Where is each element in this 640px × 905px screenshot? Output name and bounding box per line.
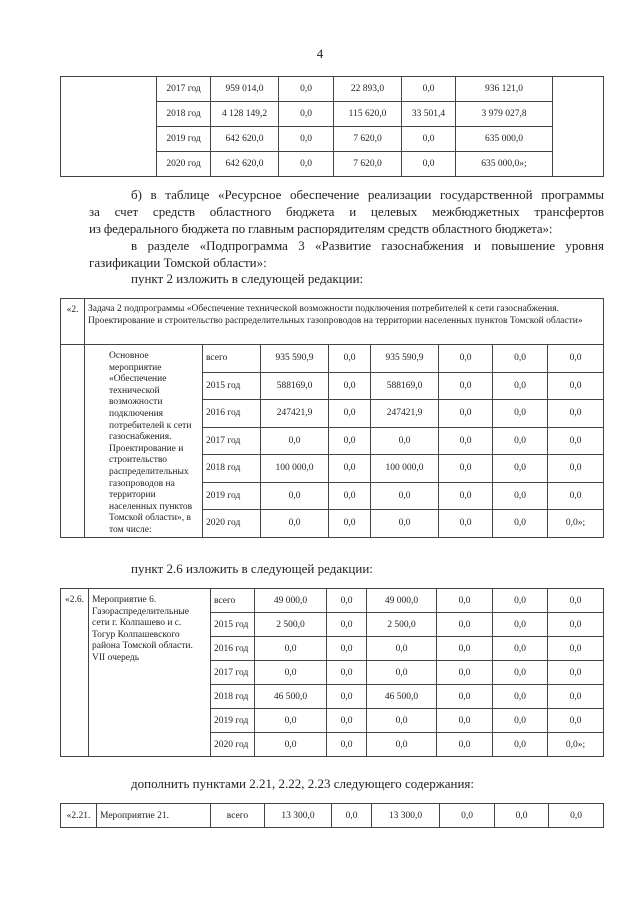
task-2-table	[60, 298, 604, 538]
table-cell: 588169,0	[261, 372, 329, 400]
table-cell: 0,0	[437, 613, 493, 637]
paragraph-add-items: дополнить пунктами 2.21, 2.22, 2.23 следующего содержания:	[131, 776, 475, 791]
table-cell: 2016 год	[211, 637, 255, 661]
table-cell: 0,0	[439, 427, 493, 455]
table-cell: 13 300,0	[372, 804, 440, 828]
table-cell: 0,0	[439, 510, 493, 538]
table-cell: 4 128 149,2	[211, 102, 279, 127]
table-cell: 49 000,0	[255, 589, 327, 613]
table-cell: 0,0	[367, 637, 437, 661]
table-cell: 0,0	[495, 804, 549, 828]
table-cell: 13 300,0	[265, 804, 332, 828]
table-cell: 0,0	[371, 482, 439, 510]
table-cell: 100 000,0	[261, 455, 329, 483]
table-cell: 0,0	[548, 400, 604, 428]
table-cell: 2017 год	[211, 661, 255, 685]
table-cell: 0,0»;	[548, 733, 604, 757]
table-cell: 0,0	[548, 685, 604, 709]
table-cell: 0,0	[439, 455, 493, 483]
table-cell: 0,0	[548, 613, 604, 637]
table-cell: 0,0	[548, 709, 604, 733]
table-cell: 0,0	[261, 482, 329, 510]
table-cell: 0,0	[329, 455, 371, 483]
empty-cell	[61, 77, 157, 177]
empty-cell	[553, 77, 604, 177]
table-cell: 2015 год	[211, 613, 255, 637]
table-cell: 7 620,0	[334, 152, 402, 177]
table-cell: 0,0	[327, 733, 367, 757]
table-cell: 935 590,9	[261, 345, 329, 373]
table-cell: 2 500,0	[255, 613, 327, 637]
table-cell: 2015 год	[203, 372, 261, 400]
table-row	[61, 77, 604, 102]
table-cell: 0,0	[255, 637, 327, 661]
table-cell: 33 501,4	[402, 102, 456, 127]
table-cell: 100 000,0	[371, 455, 439, 483]
table-row	[61, 589, 604, 613]
table-cell: 46 500,0	[255, 685, 327, 709]
table-cell: 0,0	[548, 427, 604, 455]
table-cell: 0,0	[255, 709, 327, 733]
table-cell: 0,0	[548, 482, 604, 510]
table-cell: 0,0	[329, 400, 371, 428]
table-cell: 2018 год	[203, 455, 261, 483]
table-cell: 46 500,0	[367, 685, 437, 709]
table-cell: всего	[203, 345, 261, 373]
table-cell: всего	[211, 804, 265, 828]
paragraph-b-line-1: б) в таблице «Ресурсное обеспечение реализации государственной программы	[131, 187, 604, 202]
table-row	[61, 345, 604, 373]
table-cell: 0,0	[255, 661, 327, 685]
table-cell: 0,0	[439, 345, 493, 373]
table-cell: 0,0	[402, 127, 456, 152]
table-cell: 22 893,0	[334, 77, 402, 102]
table-cell: 2017 год	[203, 427, 261, 455]
paragraph-item-2-6: пункт 2.6 изложить в следующей редакции:	[131, 561, 373, 576]
table-cell: 0,0	[329, 510, 371, 538]
activity-2-6-table	[60, 588, 604, 757]
table-cell: 0,0	[261, 510, 329, 538]
table-cell: 642 620,0	[211, 127, 279, 152]
table-cell: 0,0	[327, 709, 367, 733]
table-cell: 0,0»;	[548, 510, 604, 538]
table-cell: 0,0	[493, 372, 548, 400]
activity-2-6-number: «2.6.	[61, 589, 89, 757]
table-cell: 247421,9	[371, 400, 439, 428]
table-cell: 7 620,0	[334, 127, 402, 152]
table-cell: 2017 год	[157, 77, 211, 102]
table-cell: 2018 год	[211, 685, 255, 709]
table-cell: 635 000,0»;	[456, 152, 553, 177]
table-cell: 0,0	[329, 372, 371, 400]
table-cell: 0,0	[327, 613, 367, 637]
activity-2-21-title: Мероприятие 21.	[97, 804, 211, 828]
table-cell: 0,0	[437, 709, 493, 733]
table-cell: 0,0	[493, 510, 548, 538]
paragraph-b-line-3: из федерального бюджета по главным распорядителям средств областного бюджета»:	[89, 221, 553, 236]
table-cell: 2019 год	[203, 482, 261, 510]
table-cell: 2016 год	[203, 400, 261, 428]
paragraph-section-line-1: в разделе «Подпрограмма 3 «Развитие газоснабжения и повышение уровня	[131, 238, 604, 253]
table-cell: 0,0	[329, 427, 371, 455]
table-cell: всего	[211, 589, 255, 613]
table-cell: 0,0	[548, 661, 604, 685]
table-cell: 0,0	[493, 455, 548, 483]
table-cell: 0,0	[279, 152, 334, 177]
table-cell: 3 979 027,8	[456, 102, 553, 127]
table-cell: 936 121,0	[456, 77, 553, 102]
table-cell: 0,0	[327, 685, 367, 709]
table-cell: 0,0	[493, 482, 548, 510]
table-cell: 0,0	[332, 804, 372, 828]
table-cell: 0,0	[367, 661, 437, 685]
table-cell: 0,0	[548, 345, 604, 373]
table-cell: 0,0	[437, 661, 493, 685]
table-cell: 588169,0	[371, 372, 439, 400]
table-cell: 0,0	[439, 400, 493, 428]
table-cell: 959 014,0	[211, 77, 279, 102]
table-cell: 0,0	[367, 709, 437, 733]
table-cell: 2020 год	[211, 733, 255, 757]
table-cell: 0,0	[402, 152, 456, 177]
table-cell: 635 000,0	[456, 127, 553, 152]
table-cell: 2018 год	[157, 102, 211, 127]
table-cell: 0,0	[493, 400, 548, 428]
empty-cell	[61, 345, 85, 538]
table-cell: 642 620,0	[211, 152, 279, 177]
table-cell: 0,0	[548, 637, 604, 661]
table-cell: 2019 год	[211, 709, 255, 733]
table-cell: 2019 год	[157, 127, 211, 152]
table-cell: 0,0	[439, 372, 493, 400]
table-cell: 0,0	[327, 637, 367, 661]
task-2-title: Задача 2 подпрограммы «Обеспечение технической возможности подключения потребителей к сети газоснабжения. Проектирование и строительство распределительных газопроводов на территории населенных пунктов Томской области»	[85, 299, 604, 345]
activity-title: Основное мероприятие «Обеспечение технической возможности подключения потребителей к сети газоснабжения. Проектирование и строительство распределительных газопроводов на территории населенных пунктов Томской области», в том числе:	[85, 345, 203, 538]
table-cell: 0,0	[493, 589, 548, 613]
table-cell: 0,0	[440, 804, 495, 828]
activity-2-21-number: «2.21.	[61, 804, 97, 828]
table-cell: 0,0	[549, 804, 604, 828]
table-cell: 115 620,0	[334, 102, 402, 127]
activity-2-21-table	[60, 803, 604, 828]
table-cell: 0,0	[329, 482, 371, 510]
table-cell: 0,0	[493, 345, 548, 373]
table-cell: 247421,9	[261, 400, 329, 428]
table-cell: 0,0	[279, 127, 334, 152]
page-number: 4	[316, 46, 324, 61]
table-cell: 0,0	[437, 637, 493, 661]
table-cell: 0,0	[371, 510, 439, 538]
table-cell: 0,0	[548, 455, 604, 483]
table-cell: 0,0	[437, 733, 493, 757]
table-cell: 49 000,0	[367, 589, 437, 613]
table-cell: 0,0	[327, 589, 367, 613]
table-cell: 0,0	[371, 427, 439, 455]
task-2-number: «2.	[61, 299, 85, 345]
table-cell: 0,0	[261, 427, 329, 455]
table-cell: 0,0	[493, 733, 548, 757]
table-cell: 0,0	[255, 733, 327, 757]
table-cell: 0,0	[493, 427, 548, 455]
table-cell: 0,0	[327, 661, 367, 685]
table-cell: 0,0	[493, 685, 548, 709]
table-cell: 0,0	[279, 77, 334, 102]
paragraph-section-line-2: газификации Томской области»:	[89, 255, 267, 270]
table-cell: 2020 год	[157, 152, 211, 177]
table-cell: 0,0	[439, 482, 493, 510]
table-cell: 2020 год	[203, 510, 261, 538]
paragraph-item-2: пункт 2 изложить в следующей редакции:	[131, 271, 364, 286]
table-cell: 0,0	[402, 77, 456, 102]
paragraph-b-line-2: за счет средств областного бюджета и целевых межбюджетных трансфертов	[89, 204, 604, 219]
table-cell: 0,0	[493, 661, 548, 685]
table-cell: 0,0	[548, 589, 604, 613]
table-cell: 2 500,0	[367, 613, 437, 637]
table-cell: 0,0	[493, 709, 548, 733]
table-cell: 0,0	[279, 102, 334, 127]
table-cell: 935 590,9	[371, 345, 439, 373]
activity-title: Мероприятие 6. Газораспределительные сети г. Колпашево и с. Тогур Колпашевского района Томской области. VII очередь	[89, 589, 211, 757]
table-cell: 0,0	[548, 372, 604, 400]
continuation-table	[60, 76, 604, 177]
table-cell: 0,0	[493, 613, 548, 637]
table-cell: 0,0	[329, 345, 371, 373]
table-cell: 0,0	[437, 589, 493, 613]
table-cell: 0,0	[437, 685, 493, 709]
table-cell: 0,0	[367, 733, 437, 757]
table-cell: 0,0	[493, 637, 548, 661]
